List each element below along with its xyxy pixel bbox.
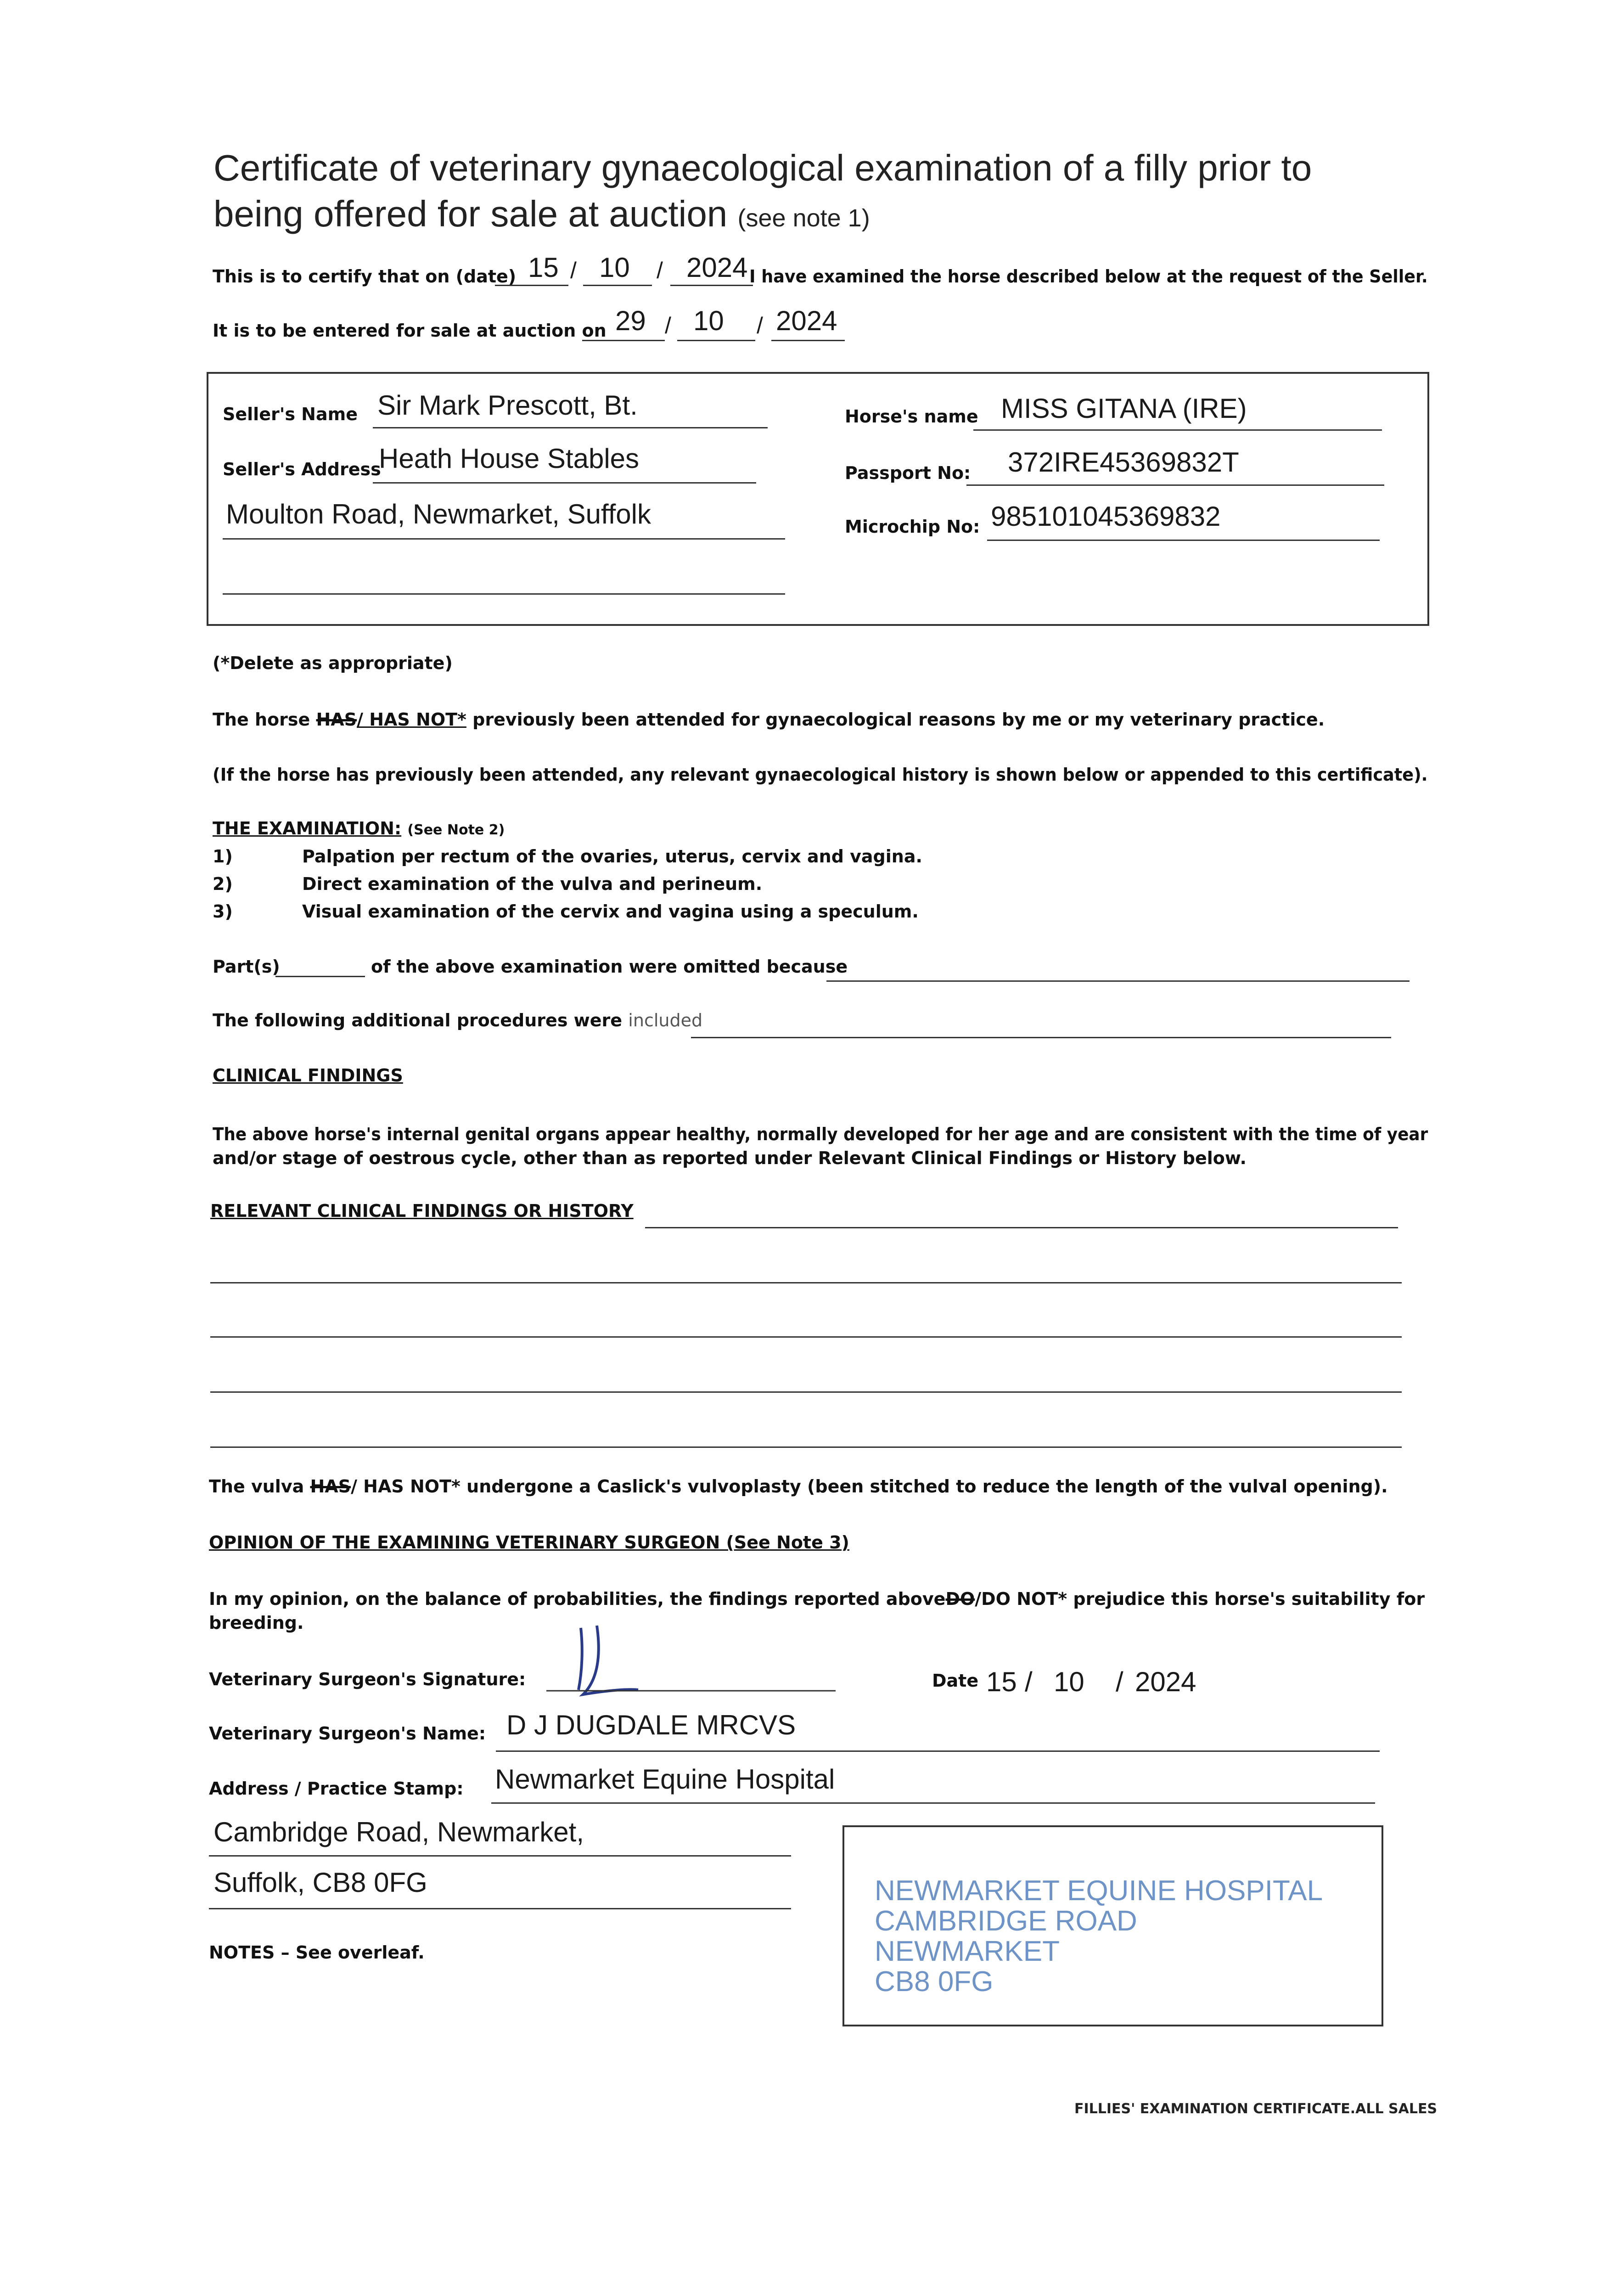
title-note: (see note 1): [737, 204, 870, 232]
opinion-selected-option: /DO NOT*: [975, 1589, 1067, 1609]
examination-heading-text: THE EXAMINATION:: [213, 818, 402, 838]
certify-year: 2024: [686, 252, 748, 283]
clinical-statement-1: The above horse's internal genital organs appear healthy, normally developed for her age and are consistent with the time of year: [213, 1124, 1428, 1144]
slash: /: [1116, 1666, 1123, 1697]
passport-label: Passport No:: [845, 463, 971, 483]
parts-prefix: Part(s): [213, 957, 280, 977]
parts-middle: of the above examination were omitted because: [371, 957, 848, 977]
microchip-number: 985101045369832: [991, 501, 1221, 532]
additional-prefix: The following additional procedures were: [213, 1010, 623, 1030]
vet-address-1: Newmarket Equine Hospital: [495, 1764, 835, 1795]
signature-mark: [528, 1621, 849, 1699]
seller-address-1: Heath House Stables: [379, 443, 640, 474]
clinical-statement-2: and/or stage of oestrous cycle, other than as reported under Relevant Clinical Findings or History below.: [213, 1148, 1247, 1168]
relevant-heading: RELEVANT CLINICAL FINDINGS OR HISTORY: [210, 1201, 634, 1221]
opinion-prefix: In my opinion, on the balance of probabilities, the findings reported above: [209, 1589, 946, 1609]
stamp-line-3: NEWMARKET: [875, 1936, 1060, 1967]
vet-date-day: 15: [986, 1666, 1017, 1697]
clinical-heading: CLINICAL FINDINGS: [213, 1065, 403, 1086]
signature-label: Veterinary Surgeon's Signature:: [209, 1669, 526, 1689]
certify-prefix: This is to certify that on (date): [213, 266, 517, 287]
slash: /: [570, 258, 577, 283]
vulva-suffix: undergone a Caslick's vulvoplasty (been stitched to reduce the length of the vulval opening).: [466, 1476, 1388, 1497]
slash: /: [665, 313, 671, 338]
history-note: (If the horse has previously been attended, any relevant gynaecological history is shown below or appended to this certificate).: [213, 765, 1428, 785]
stamp-line-4: CB8 0FG: [875, 1966, 994, 1998]
vet-name-label: Veterinary Surgeon's Name:: [209, 1723, 486, 1744]
vulva-struck-option: HAS: [310, 1476, 351, 1497]
attended-struck-option: HAS: [316, 709, 357, 730]
exam-item-text-2: Direct examination of the vulva and perineum.: [302, 874, 763, 894]
footer-text: FILLIES' EXAMINATION CERTIFICATE.ALL SALES: [1074, 2101, 1438, 2117]
slash: /: [1025, 1666, 1033, 1697]
exam-item-num-3: 3): [213, 901, 233, 922]
opinion-suffix: prejudice this horse's suitability for: [1073, 1589, 1425, 1609]
opinion-line-1: [209, 1589, 1425, 1609]
vulva-selected-option: / HAS NOT*: [351, 1476, 461, 1497]
microchip-label: Microchip No:: [845, 517, 980, 537]
title-line-1: Certificate of veterinary gynaecological examination of a filly prior to: [213, 147, 1312, 188]
auction-day: 29: [615, 305, 646, 336]
slash: /: [757, 313, 763, 338]
opinion-heading: OPINION OF THE EXAMINING VETERINARY SURGEON (See Note 3): [209, 1532, 849, 1553]
exam-item-text-3: Visual examination of the cervix and vagina using a speculum.: [302, 901, 919, 922]
certify-month: 10: [599, 252, 630, 283]
additional-word: included: [628, 1010, 703, 1030]
auction-year: 2024: [776, 305, 837, 336]
seller-address-2: Moulton Road, Newmarket, Suffolk: [226, 499, 651, 529]
vet-name: D J DUGDALE MRCVS: [506, 1710, 796, 1740]
stamp-line-2: CAMBRIDGE ROAD: [875, 1905, 1137, 1937]
seller-name: Sir Mark Prescott, Bt.: [377, 390, 638, 421]
address-stamp-label: Address / Practice Stamp:: [209, 1778, 464, 1799]
attended-prefix: The horse: [213, 709, 310, 730]
opinion-struck-option: DO: [945, 1589, 975, 1609]
vulva-prefix: The vulva: [209, 1476, 304, 1497]
horse-name: MISS GITANA (IRE): [1001, 393, 1247, 424]
seller-name-label: Seller's Name: [223, 404, 358, 424]
vet-address-2: Cambridge Road, Newmarket,: [213, 1817, 584, 1847]
additional-line: [213, 1010, 702, 1030]
certify-day: 15: [528, 252, 559, 283]
exam-item-num-2: 2): [213, 874, 233, 894]
stamp-line-1: NEWMARKET EQUINE HOSPITAL: [875, 1875, 1323, 1907]
attended-suffix: previously been attended for gynaecological reasons by me or my veterinary practice.: [472, 709, 1325, 730]
slash: /: [657, 258, 663, 283]
vulva-line: [209, 1476, 1388, 1497]
exam-item-num-1: 1): [213, 846, 233, 867]
opinion-line-2: breeding.: [209, 1613, 304, 1633]
notes-label: NOTES – See overleaf.: [209, 1942, 425, 1963]
exam-item-text-1: Palpation per rectum of the ovaries, uterus, cervix and vagina.: [302, 846, 922, 867]
examination-heading-note: (See Note 2): [407, 822, 505, 838]
auction-month: 10: [693, 305, 724, 336]
vet-date-year: 2024: [1135, 1666, 1196, 1697]
vet-address-3: Suffolk, CB8 0FG: [213, 1867, 427, 1898]
title-line-2: [213, 192, 870, 240]
vet-date-month: 10: [1054, 1666, 1084, 1697]
auction-prefix: It is to be entered for sale at auction on: [213, 321, 607, 341]
certify-suffix: I have examined the horse described below at the request of the Seller.: [749, 266, 1428, 287]
passport-number: 372IRE45369832T: [1008, 447, 1239, 478]
title-text: being offered for sale at auction: [213, 193, 728, 234]
horse-name-label: Horse's name: [845, 406, 978, 427]
attended-selected-option: / HAS NOT*: [357, 709, 466, 730]
attended-line: [213, 709, 1325, 730]
delete-note: (*Delete as appropriate): [213, 653, 453, 673]
examination-heading: [213, 818, 505, 838]
seller-address-label: Seller's Address: [223, 459, 381, 479]
date-label: Date: [932, 1671, 979, 1691]
